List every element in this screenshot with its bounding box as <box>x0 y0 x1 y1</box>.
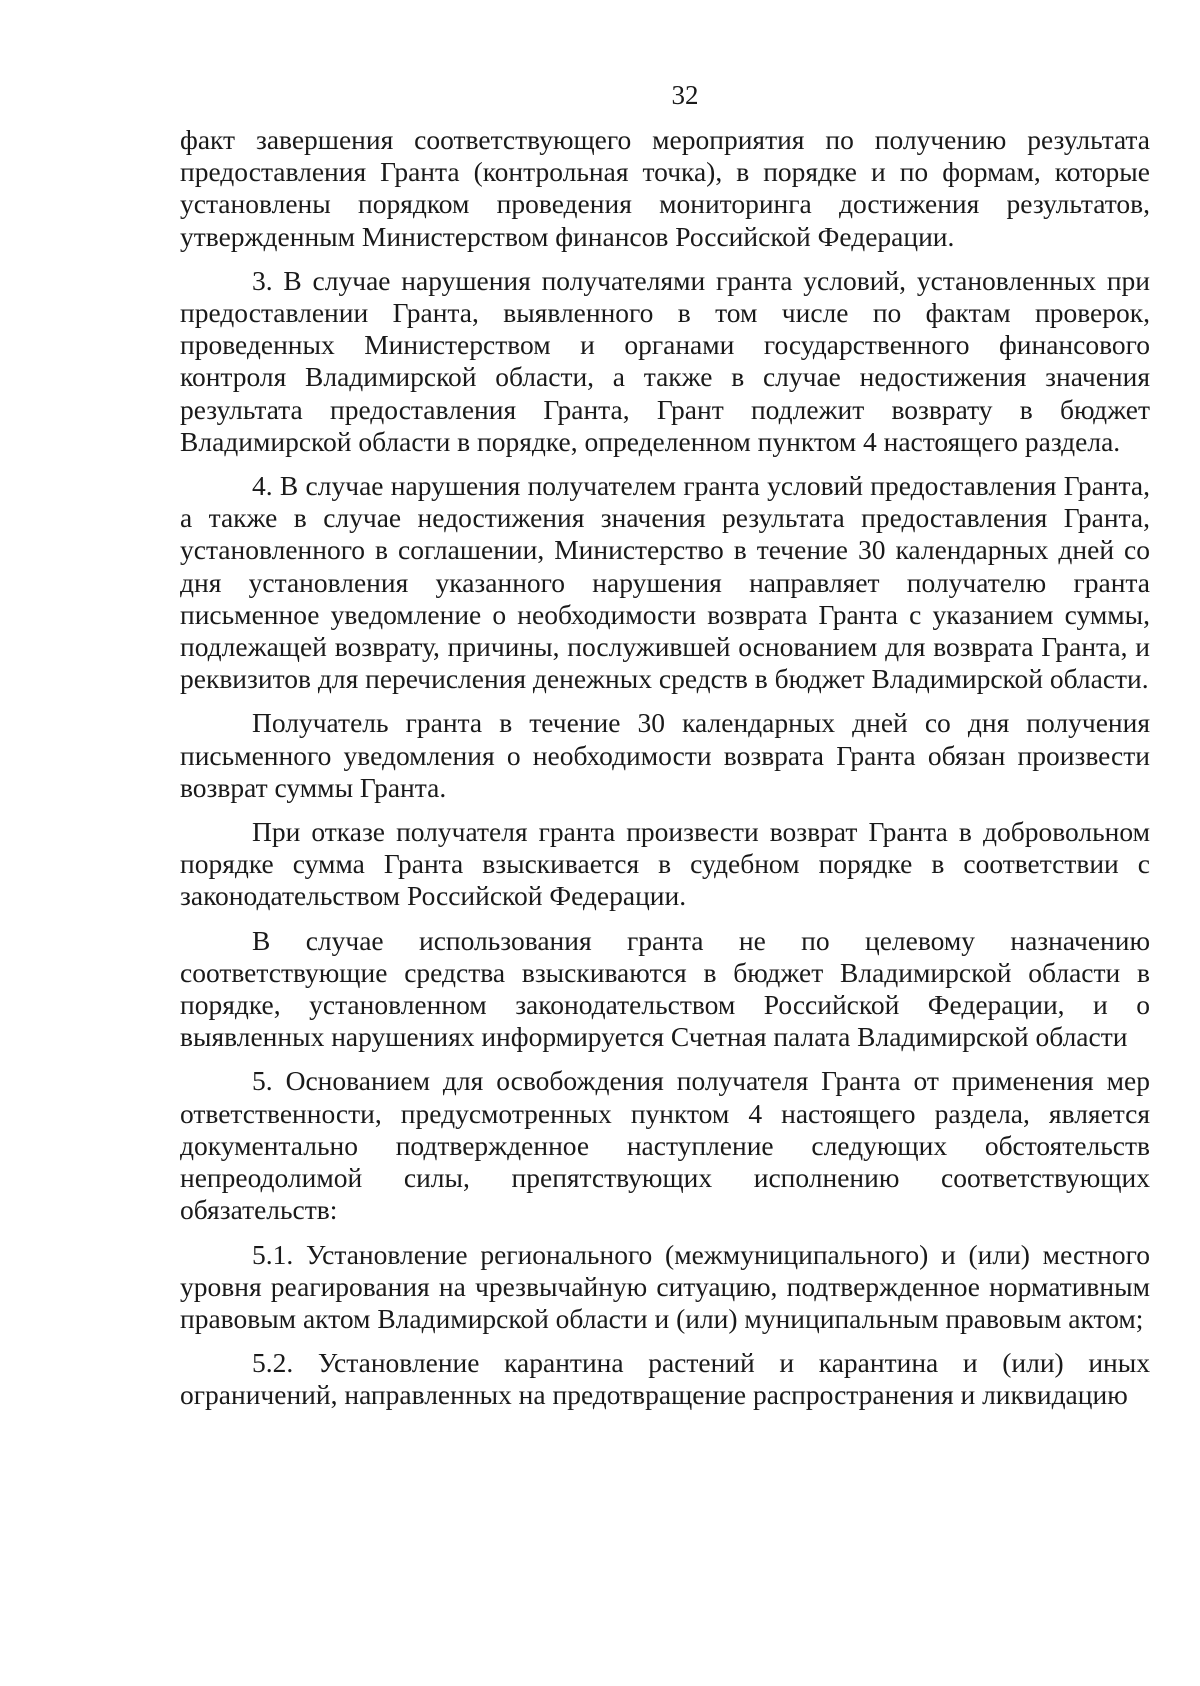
paragraph-misuse: В случае использования гранта не по целевому назначению соответствующие средства взыскиваются в бюджет Владимирской области в порядке, установленном законодательством Российской Федерации, и о выявленных нарушениях информируется Счетная палата Владимирской области <box>180 924 1150 1053</box>
page-number: 32 <box>671 80 699 110</box>
paragraph-return-deadline: Получатель гранта в течение 30 календарных дней со дня получения письменного уведомления о необходимости возврата Гранта обязан произвести возврат суммы Гранта. <box>180 707 1150 803</box>
document-body <box>180 124 1150 1424</box>
paragraph-clause-5: 5. Основанием для освобождения получателя Гранта от применения мер ответственности, предусмотренных пунктом 4 настоящего раздела, является документально подтвержденное наступление следующих обстоятельств непреодолимой силы, препятствующих исполнению соответствующих обязательств: <box>180 1065 1150 1226</box>
paragraph-clause-5-2: 5.2. Установление карантина растений и карантина и (или) иных ограничений, направленных на предотвращение распространения и ликвидацию <box>180 1347 1150 1411</box>
paragraph-clause-5-1: 5.1. Установление регионального (межмуниципального) и (или) местного уровня реагирования на чрезвычайную ситуацию, подтвержденное нормативным правовым актом Владимирской области и (или) муниципальным правовым актом; <box>180 1238 1150 1334</box>
paragraph-court-recovery: При отказе получателя гранта произвести возврат Гранта в добровольном порядке сумма Гранта взыскивается в судебном порядке в соответствии с законодательством Российской Федерации. <box>180 816 1150 912</box>
paragraph-clause-3: 3. В случае нарушения получателями гранта условий, установленных при предоставлении Гранта, выявленного в том числе по фактам проверок, проведенных Министерством и органами государственного финансового контроля Владимирской области, а также в случае недостижения значения результата предоставления Гранта, Грант подлежит возврату в бюджет Владимирской области в порядке, определенном пунктом 4 настоящего раздела. <box>180 264 1150 457</box>
paragraph-continuation: факт завершения соответствующего мероприятия по получению результата предоставления Гранта (контрольная точка), в порядке и по формам, которые установлены порядком проведения мониторинга достижения результатов, утвержденным Министерством финансов Российской Федерации. <box>180 124 1150 252</box>
paragraph-clause-4: 4. В случае нарушения получателем гранта условий предоставления Гранта, а также в случае недостижения значения результата предоставления Гранта, установленного в соглашении, Министерство в течение 30 календарных дней со дня установления указанного нарушения направляет получателю гранта письменное уведомление о необходимости возврата Гранта с указанием суммы, подлежащей возврату, причины, послужившей основанием для возврата Гранта, и реквизитов для перечисления денежных средств в бюджет Владимирской области. <box>180 470 1150 695</box>
